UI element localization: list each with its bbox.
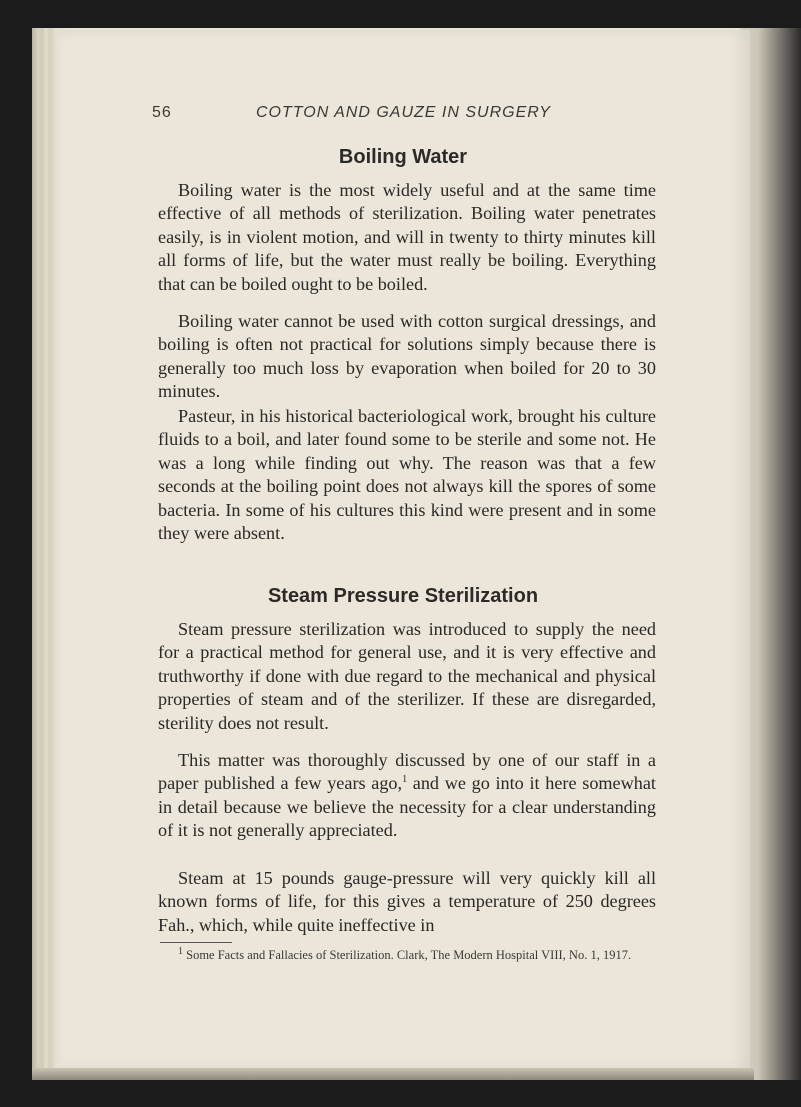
footnote-text: Some Facts and Fallacies of Sterilization. Clark, The Modern Hospital VIII, No. 1, 1917. [186, 948, 632, 962]
footnote [160, 945, 656, 963]
paragraph-text: This matter was thoroughly discussed by one of our staff in a paper published a few years ago, [158, 750, 656, 794]
paragraph [158, 749, 656, 843]
book-title: COTTON AND GAUZE IN SURGERY [256, 104, 551, 121]
page-number: 56 [152, 104, 172, 121]
paragraph: Boiling water is the most widely useful and at the same time effective of all methods of sterilization. Boiling water penetrates easily, is in violent motion, and will in twenty to thirty minutes kill all forms of life, but the water must really be boiling. Everything that can be boiled ought to be boiled. [158, 180, 656, 294]
section-heading-boiling-water: Boiling Water [338, 146, 468, 168]
paragraph-text-continued: and we go into it here somewhat in detail because we believe the necessity for a clear understanding of it is not generally appreciated. [158, 773, 656, 841]
paragraph: Boiling water cannot be used with cotton surgical dressings, and boiling is often not practical for solutions simply because there is generally too much loss by evaporation when boiled for 20 to 30 minutes. [158, 311, 656, 402]
footnote-rule [160, 942, 232, 943]
paragraph: Steam pressure sterilization was introduced to supply the need for a practical method for general use, and it is very effective and truthworthy if done with due regard to the mechanical and physical properties of steam and of the sterilizer. If these are disregarded, sterility does not result. [158, 619, 656, 733]
paragraph: Pasteur, in his historical bacteriological work, brought his culture fluids to a boil, and later found some to be sterile and some not. He was a long while finding out why. The reason was that a few seconds at the boiling point does not always kill the spores of some bacteria. In some of his cultures this kind were present and in some they were absent. [158, 406, 656, 544]
footnote-reference: 1 [402, 774, 408, 786]
paragraph: Steam at 15 pounds gauge-pressure will very quickly kill all known forms of life, for this gives a temperature of 250 degrees Fah., which, while quite ineffective in [158, 868, 656, 935]
footnote-marker: 1 [178, 945, 183, 957]
page-bottom-edge [32, 1068, 754, 1080]
section-heading-steam-pressure: Steam Pressure Sterilization [267, 585, 539, 607]
